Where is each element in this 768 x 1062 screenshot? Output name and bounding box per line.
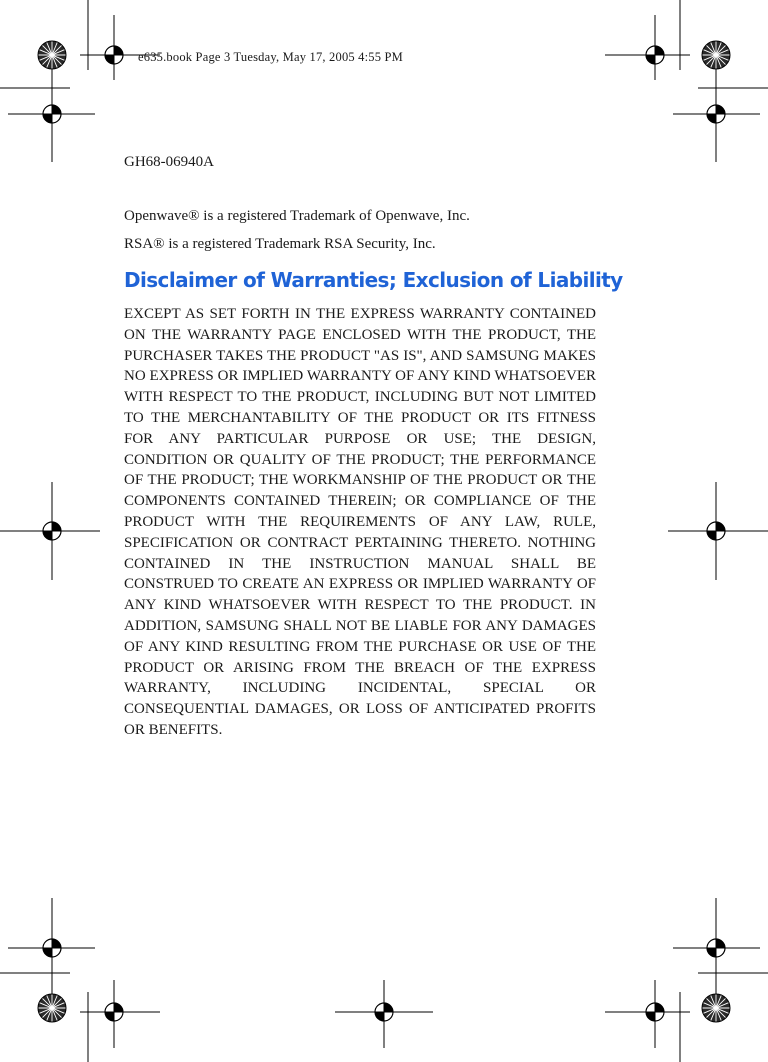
crosshair-mark xyxy=(646,1003,664,1021)
crosshair-mark xyxy=(646,46,664,64)
document-number: GH68-06940A xyxy=(124,154,214,170)
trademark-rsa: RSA® is a registered Trademark RSA Security, Inc. xyxy=(124,236,436,252)
starburst-mark-bottom-left xyxy=(38,994,66,1022)
crosshair-mark xyxy=(105,1003,123,1021)
crosshair-mark xyxy=(707,522,725,540)
starburst-mark-top-left xyxy=(38,41,66,69)
crosshair-mark xyxy=(707,105,725,123)
print-info-header: e635.book Page 3 Tuesday, May 17, 2005 4:55 PM xyxy=(138,50,403,64)
crosshair-mark xyxy=(43,522,61,540)
trademark-openwave: Openwave® is a registered Trademark of Openwave, Inc. xyxy=(124,208,470,224)
crosshair-mark xyxy=(707,939,725,957)
starburst-mark-bottom-right xyxy=(702,994,730,1022)
crosshair-mark xyxy=(105,46,123,64)
crosshair-mark xyxy=(375,1003,393,1021)
crosshair-mark xyxy=(43,939,61,957)
disclaimer-paragraph: EXCEPT AS SET FORTH IN THE EXPRESS WARRANTY CONTAINED ON THE WARRANTY PAGE ENCLOSED WITH THE PRODUCT, THE PURCHASER TAKES THE PRODUCT "AS IS", AND SAMSUNG MAKES NO EXPRESS OR IMPLIED WARRANTY OF ANY KIND WHATSOEVER WITH RESPECT TO THE PRODUCT, INCLUDING BUT NOT LIMITED TO THE MERCHANTABILITY OF THE PRODUCT OR ITS FITNESS FOR ANY PARTICULAR PURPOSE OR USE; THE DESIGN, CONDITION OR QUALITY OF THE PRODUCT; THE PERFORMANCE OF THE PRODUCT; THE WORKMANSHIP OF THE PRODUCT OR THE COMPONENTS CONTAINED THEREIN; OR COMPLIANCE OF THE PRODUCT WITH THE REQUIREMENTS OF ANY LAW, RULE, SPECIFICATION OR CONTRACT PERTAINING THERETO. NOTHING CONTAINED IN THE INSTRUCTION MANUAL SHALL BE CONSTRUED TO CREATE AN EXPRESS OR IMPLIED WARRANTY OF ANY KIND WHATSOEVER WITH RESPECT TO THE PRODUCT. IN ADDITION, SAMSUNG SHALL NOT BE LIABLE FOR ANY DAMAGES OF ANY KIND RESULTING FROM THE PURCHASE OR USE OF THE PRODUCT OR ARISING FROM THE BREACH OF THE EXPRESS WARRANTY, INCLUDING INCIDENTAL, SPECIAL OR CONSEQUENTIAL DAMAGES, OR LOSS OF ANTICIPATED PROFITS OR BENEFITS. xyxy=(124,306,596,738)
crosshair-mark xyxy=(43,105,61,123)
starburst-mark-top-right xyxy=(702,41,730,69)
section-title: Disclaimer of Warranties; Exclusion of Liability xyxy=(124,268,623,292)
